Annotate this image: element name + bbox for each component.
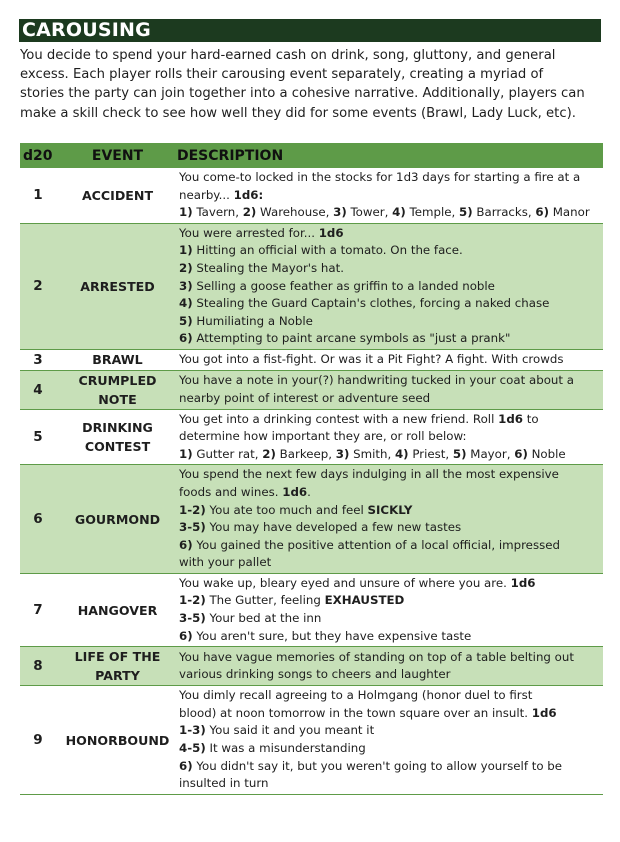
- row-roll-number: 8: [20, 647, 60, 686]
- description-text: You dimly recall agreeing to a Holmgang (honor duel to first: [179, 688, 533, 703]
- row-event-name: [60, 686, 175, 795]
- description-line: [179, 775, 601, 793]
- description-text: Your bed at the inn: [205, 611, 322, 626]
- description-text: nearby point of interest or adventure seed: [179, 390, 431, 405]
- description-text: You didn't say it, but you weren't going to allow yourself to be: [192, 758, 563, 773]
- description-emphasis: 6): [179, 537, 193, 552]
- description-emphasis: 1d6: [498, 411, 523, 426]
- description-text: Temple,: [405, 205, 460, 220]
- row-roll-number: 5: [20, 409, 60, 465]
- carousing-table: [20, 143, 603, 795]
- description-line: [179, 687, 601, 705]
- row-description: [175, 370, 603, 409]
- description-text: Smith,: [349, 446, 395, 461]
- header-description: DESCRIPTION: [175, 143, 603, 168]
- description-emphasis: 5): [452, 446, 467, 461]
- description-line: [179, 204, 601, 222]
- table-row: [20, 409, 603, 465]
- description-line: [179, 575, 601, 593]
- event-name-line: LIFE OF THE: [74, 649, 161, 665]
- description-text: You spend the next few days indulging in all the most expensive: [179, 467, 559, 482]
- description-emphasis: 1-2): [179, 502, 206, 517]
- description-line: [179, 242, 601, 260]
- description-text: You have vague memories of standing on top of a table belting out: [179, 649, 574, 664]
- table-body: [20, 168, 603, 794]
- description-emphasis: 2): [179, 260, 193, 275]
- table-row: [20, 465, 603, 574]
- row-roll-number: 6: [20, 465, 60, 574]
- description-emphasis: 1d6: [510, 575, 536, 590]
- description-line: [179, 758, 601, 776]
- intro-paragraph: [20, 46, 604, 123]
- header-d20: d20: [20, 143, 60, 168]
- intro-line: excess. Each player rolls their carousing event separately, creating a myriad of: [20, 67, 544, 83]
- event-name-line: ACCIDENT: [81, 187, 154, 203]
- table-row: [20, 168, 603, 223]
- description-text: Stealing the Guard Captain's clothes, forcing a naked chase: [192, 296, 550, 311]
- table-row: [20, 349, 603, 370]
- row-description: [175, 349, 603, 370]
- description-text: You gained the positive attention of a local official, impressed: [192, 537, 560, 552]
- description-line: [179, 484, 601, 502]
- description-line: [179, 169, 601, 187]
- description-line: [179, 740, 601, 758]
- description-text: You may have developed a few new tastes: [205, 520, 462, 535]
- description-line: [179, 260, 601, 278]
- description-text: .: [307, 484, 311, 499]
- description-text: The Gutter, feeling: [205, 593, 325, 608]
- intro-line: stories the party can join together into a cohesive narrative. Additionally, players can: [20, 86, 585, 102]
- description-text: You have a note in your(?) handwriting tucked in your coat about a: [179, 372, 574, 387]
- description-line: [179, 666, 601, 684]
- page-title: CAROUSING: [19, 19, 601, 42]
- row-description: [175, 573, 603, 646]
- description-text: Noble: [527, 446, 566, 461]
- description-line: [179, 411, 601, 429]
- row-description: [175, 409, 603, 465]
- description-text: You get into a drinking contest with a new friend. Roll: [179, 411, 499, 426]
- row-description: [175, 686, 603, 795]
- description-text: with your pallet: [179, 555, 272, 570]
- event-name-line: CONTEST: [84, 438, 151, 454]
- description-line: [179, 592, 601, 610]
- description-text: Priest,: [408, 446, 453, 461]
- row-event-name: [60, 573, 175, 646]
- description-emphasis: 1d6: [282, 484, 308, 499]
- description-text: Barkeep,: [275, 446, 336, 461]
- row-description: [175, 223, 603, 349]
- description-text: You got into a fist-fight. Or was it a Pit Fight? A fight. With crowds: [179, 351, 564, 366]
- description-text: foods and wines.: [179, 484, 283, 499]
- row-event-name: [60, 647, 175, 686]
- event-name-line: HANGOVER: [77, 602, 158, 618]
- table-row: [20, 573, 603, 646]
- description-emphasis: SICKLY: [367, 502, 413, 517]
- description-emphasis: 1): [179, 205, 193, 220]
- description-emphasis: 1d6:: [233, 187, 264, 202]
- description-line: [179, 390, 601, 408]
- intro-line: You decide to spend your hard-earned cash on drink, song, gluttony, and general: [20, 48, 556, 63]
- description-text: You were arrested for...: [179, 225, 319, 240]
- row-roll-number: 9: [20, 686, 60, 795]
- description-line: [179, 428, 601, 446]
- description-text: You wake up, bleary eyed and unsure of where you are.: [179, 575, 511, 590]
- description-line: [179, 466, 601, 484]
- description-line: [179, 537, 601, 555]
- table-row: [20, 647, 603, 686]
- description-text: Tavern,: [192, 205, 243, 220]
- table-row: [20, 686, 603, 795]
- description-line: [179, 187, 601, 205]
- row-roll-number: 1: [20, 168, 60, 223]
- description-emphasis: 4-5): [179, 741, 206, 756]
- description-text: Barracks,: [472, 205, 536, 220]
- event-name-line: DRINKING: [82, 419, 153, 435]
- description-text: You come-to locked in the stocks for 1d3 days for starting a fire at a: [179, 170, 581, 184]
- description-line: [179, 610, 601, 628]
- description-text: You aren't sure, but they have expensive taste: [192, 628, 472, 643]
- row-description: [175, 465, 603, 574]
- description-text: various drinking songs to cheers and laughter: [179, 667, 451, 682]
- description-emphasis: 1d6: [318, 225, 344, 240]
- description-line: [179, 705, 601, 723]
- description-emphasis: 3): [335, 446, 350, 461]
- row-event-name: [60, 223, 175, 349]
- event-name-line: NOTE: [98, 391, 137, 407]
- description-emphasis: 5): [459, 205, 473, 220]
- description-emphasis: 6): [179, 758, 193, 773]
- description-line: [179, 278, 601, 296]
- description-line: [179, 330, 601, 348]
- description-line: [179, 295, 601, 313]
- description-emphasis: 6): [179, 331, 193, 346]
- event-name-line: ARRESTED: [80, 278, 155, 294]
- description-text: Manor: [549, 205, 590, 220]
- description-text: determine how important they are, or roll below:: [179, 429, 467, 444]
- description-emphasis: 1): [179, 243, 193, 258]
- row-event-name: [60, 349, 175, 370]
- row-description: [175, 647, 603, 686]
- description-text: Warehouse,: [256, 205, 334, 220]
- description-text: Stealing the Mayor's hat.: [192, 260, 345, 275]
- description-line: [179, 502, 601, 520]
- event-name-line: CRUMPLED: [78, 372, 157, 388]
- description-line: [179, 351, 601, 369]
- description-text: Attempting to paint arcane symbols as "just a prank": [192, 331, 511, 346]
- description-emphasis: 4): [179, 296, 193, 311]
- row-roll-number: 4: [20, 370, 60, 409]
- intro-line: make a skill check to see how well they did for some events (Brawl, Lady Luck, etc).: [20, 105, 576, 121]
- description-emphasis: 2): [242, 205, 257, 220]
- description-emphasis: 6): [179, 628, 193, 643]
- description-text: Hitting an official with a tomato. On the face.: [192, 243, 463, 258]
- description-text: blood) at noon tomorrow in the town square over an insult.: [179, 705, 532, 720]
- description-emphasis: 5): [179, 313, 193, 328]
- description-line: [179, 372, 601, 390]
- event-name-line: BRAWL: [92, 352, 143, 368]
- description-emphasis: 1-3): [179, 723, 206, 738]
- event-name-line: PARTY: [95, 668, 140, 684]
- description-text: You ate too much and feel: [205, 502, 368, 517]
- header-event: EVENT: [60, 143, 175, 168]
- description-emphasis: 3-5): [179, 520, 206, 535]
- description-text: Mayor,: [466, 446, 515, 461]
- description-emphasis: 1): [179, 446, 193, 461]
- description-line: [179, 519, 601, 537]
- description-text: Gutter rat,: [192, 446, 263, 461]
- description-emphasis: 4): [394, 446, 409, 461]
- description-line: [179, 225, 601, 243]
- row-event-name: [60, 370, 175, 409]
- event-name-line: HONORBOUND: [65, 732, 170, 748]
- row-event-name: [60, 168, 175, 223]
- description-emphasis: 1-2): [179, 593, 206, 608]
- table-row: [20, 370, 603, 409]
- table-header-row: [20, 143, 603, 168]
- description-emphasis: 2): [262, 446, 276, 461]
- description-emphasis: 3-5): [179, 611, 206, 626]
- description-text: You said it and you meant it: [205, 723, 375, 738]
- description-line: [179, 554, 601, 572]
- description-line: [179, 722, 601, 740]
- description-emphasis: 1d6: [531, 705, 557, 720]
- table-row: [20, 223, 603, 349]
- row-event-name: [60, 465, 175, 574]
- description-emphasis: 3): [179, 278, 193, 293]
- description-emphasis: 6): [514, 446, 528, 461]
- description-line: [179, 313, 601, 331]
- description-emphasis: 3): [333, 205, 347, 220]
- description-text: Selling a goose feather as griffin to a landed noble: [192, 278, 495, 293]
- event-name-line: GOURMOND: [74, 511, 161, 527]
- row-event-name: [60, 409, 175, 465]
- description-text: Humiliating a Noble: [192, 313, 313, 328]
- description-line: [179, 649, 601, 667]
- description-emphasis: EXHAUSTED: [324, 593, 405, 608]
- description-text: Tower,: [346, 205, 393, 220]
- description-line: [179, 446, 601, 464]
- row-roll-number: 2: [20, 223, 60, 349]
- row-description: [175, 168, 603, 223]
- description-text: nearby...: [179, 187, 234, 202]
- description-emphasis: 4): [392, 205, 406, 220]
- description-text: insulted in turn: [179, 776, 269, 791]
- description-emphasis: 6): [535, 205, 549, 220]
- description-text: to: [523, 411, 539, 426]
- description-line: [179, 628, 601, 646]
- row-roll-number: 3: [20, 349, 60, 370]
- description-text: It was a misunderstanding: [205, 741, 366, 756]
- row-roll-number: 7: [20, 573, 60, 646]
